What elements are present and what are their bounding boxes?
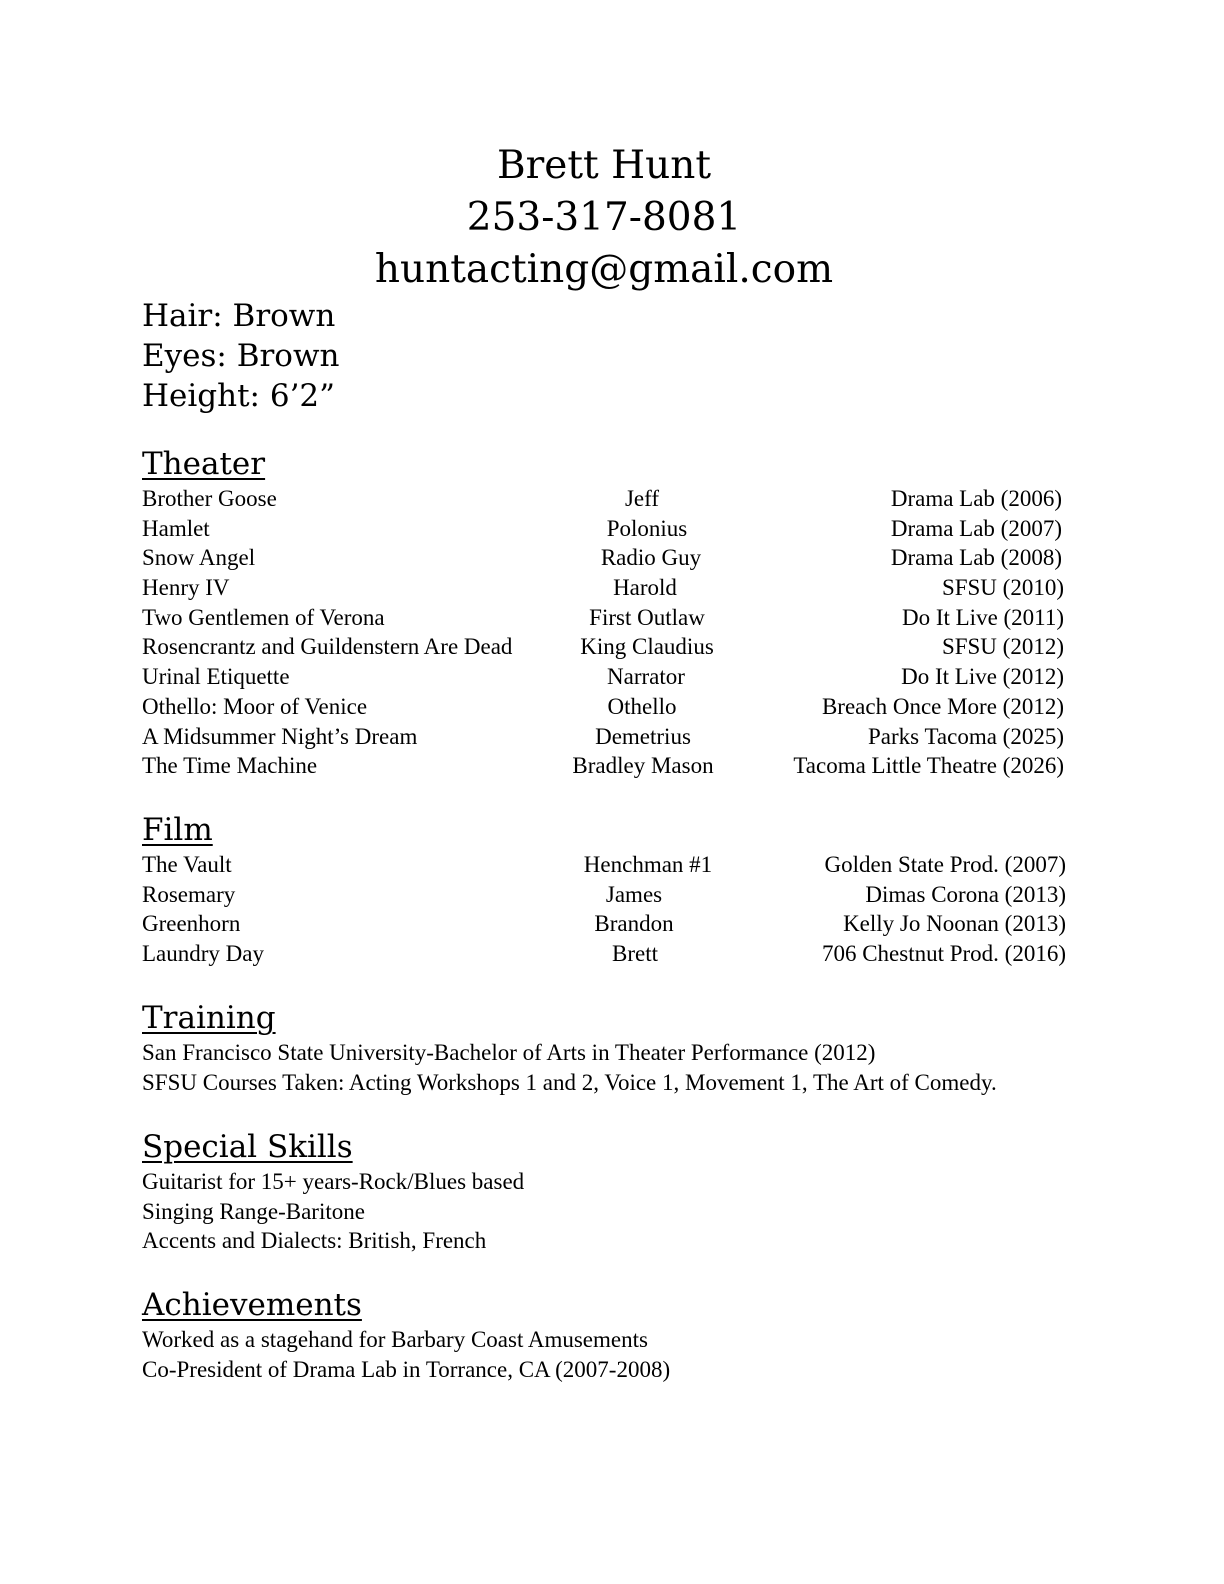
production-title: Hamlet	[142, 515, 210, 541]
film-list	[142, 850, 1066, 969]
theater-row	[142, 573, 1066, 603]
training-line: SFSU Courses Taken: Acting Workshops 1 and 2, Voice 1, Movement 1, The Art of Comedy.	[142, 1069, 997, 1095]
company: Do It Live (2011)	[901, 604, 1064, 630]
production-title: A Midsummer Night’s Dream	[142, 723, 418, 749]
role: Henchman #1	[583, 852, 713, 877]
email-address: huntacting@gmail.com	[374, 247, 834, 292]
film-row	[142, 939, 1066, 969]
production-title: Greenhorn	[142, 911, 241, 937]
company: Tacoma Little Theatre (2026)	[793, 753, 1064, 779]
theater-row	[142, 543, 1066, 573]
company: Drama Lab (2006)	[890, 486, 1062, 511]
role: Bradley Mason	[572, 753, 714, 779]
company: Golden State Prod. (2007)	[824, 852, 1066, 877]
role: Demetrius	[595, 723, 691, 749]
theater-row	[142, 603, 1066, 633]
theater-list	[142, 484, 1066, 781]
skill-line: Accents and Dialects: British, French	[142, 1228, 487, 1254]
role: Othello	[607, 693, 677, 719]
theater-row	[142, 514, 1066, 544]
production-title: The Time Machine	[142, 753, 318, 779]
training-line: San Francisco State University-Bachelor of Arts in Theater Performance (2012)	[142, 1040, 876, 1065]
training-heading: Training	[142, 1000, 276, 1036]
production-title: Othello: Moor of Venice	[142, 693, 368, 719]
company: Dimas Corona (2013)	[865, 881, 1066, 907]
production-title: Laundry Day	[142, 941, 264, 967]
role: King Claudius	[580, 634, 714, 660]
company: Breach Once More (2012)	[821, 693, 1064, 719]
theater-row	[142, 632, 1066, 662]
skill-line: Guitarist for 15+ years-Rock/Blues based	[142, 1169, 525, 1194]
role: Narrator	[607, 664, 685, 690]
theater-row	[142, 751, 1066, 781]
achievements-list	[142, 1325, 670, 1384]
company: Do It Live (2012)	[901, 664, 1064, 690]
company: Drama Lab (2008)	[890, 545, 1062, 571]
company: Parks Tacoma (2025)	[868, 723, 1064, 749]
role: Brandon	[594, 911, 674, 937]
theater-heading: Theater	[142, 446, 266, 482]
theater-row	[142, 662, 1066, 692]
height: Height: 6’2”	[142, 378, 336, 414]
company: Drama Lab (2007)	[890, 515, 1062, 541]
training-list	[142, 1038, 997, 1097]
production-title: Snow Angel	[142, 545, 256, 571]
production-title: Rosemary	[142, 881, 236, 907]
skill-line: Singing Range-Baritone	[142, 1198, 365, 1224]
special-skills-heading: Special Skills	[142, 1129, 353, 1165]
company: 706 Chestnut Prod. (2016)	[821, 941, 1066, 967]
role: Brett	[612, 941, 658, 967]
film-row	[142, 909, 1066, 939]
production-title: Urinal Etiquette	[142, 664, 290, 690]
role: Radio Guy	[600, 545, 702, 571]
film-heading: Film	[142, 812, 213, 848]
production-title: The Vault	[142, 852, 232, 877]
production-title: Henry IV	[142, 575, 230, 601]
theater-row	[142, 692, 1066, 722]
physical-stats	[142, 296, 339, 416]
role: Harold	[613, 575, 677, 601]
production-title: Rosencrantz and Guildenstern Are Dead	[142, 634, 513, 660]
film-row	[142, 850, 1066, 880]
achievement-line: Worked as a stagehand for Barbary Coast Amusements	[142, 1327, 648, 1352]
special-skills-list	[142, 1167, 524, 1256]
achievements-heading: Achievements	[142, 1287, 362, 1323]
achievement-line: Co-President of Drama Lab in Torrance, CA (2007-2008)	[142, 1356, 671, 1382]
actor-name: Brett Hunt	[496, 143, 712, 188]
phone-number: 253-317-8081	[466, 195, 742, 240]
production-title: Two Gentlemen of Verona	[142, 604, 385, 630]
company: SFSU (2010)	[941, 575, 1064, 601]
company: Kelly Jo Noonan (2013)	[843, 911, 1066, 937]
company: SFSU (2012)	[941, 634, 1064, 660]
production-title: Brother Goose	[142, 486, 277, 511]
role: Jeff	[624, 486, 660, 511]
film-row	[142, 880, 1066, 910]
theater-row	[142, 722, 1066, 752]
theater-row	[142, 484, 1066, 514]
resume-header	[0, 140, 1208, 296]
role: Polonius	[606, 515, 688, 541]
eye-color: Eyes: Brown	[142, 338, 340, 374]
role: First Outlaw	[589, 604, 705, 630]
hair-color: Hair: Brown	[142, 298, 336, 334]
role: James	[605, 881, 663, 907]
